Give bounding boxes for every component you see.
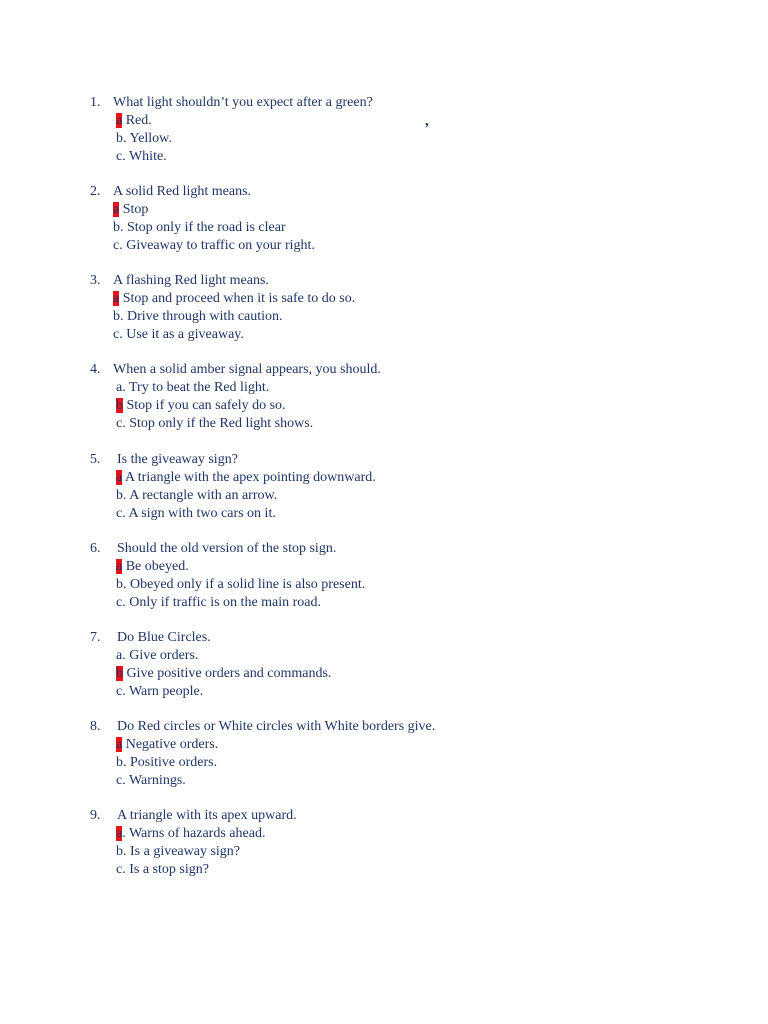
answer-option-a: [116, 112, 152, 130]
answer-letter: c: [113, 238, 120, 253]
answer-letter: b: [116, 755, 123, 770]
question-number: 7.: [90, 630, 101, 645]
answer-option-b: [116, 576, 365, 594]
answer-text: Stop and proceed when it is safe to do so.: [119, 291, 356, 306]
answer-letter: c: [116, 684, 123, 699]
answer-option-a: [113, 201, 148, 219]
answer-text: Obeyed only if a solid line is also present.: [126, 577, 366, 592]
answer-option-b: [116, 843, 240, 861]
question-text: Is the giveaway sign?: [117, 452, 238, 467]
answer-text: Stop if you can safely do so.: [123, 398, 286, 413]
answer-letter: c: [116, 506, 123, 521]
answer-text: Is a giveaway sign?: [126, 844, 241, 859]
answer-option-b: [116, 397, 286, 415]
answer-letter: b: [116, 131, 123, 146]
question-number: 5.: [90, 452, 101, 467]
answer-text: Stop only if the Red light shows.: [125, 416, 314, 431]
question-text: Should the old version of the stop sign.: [117, 541, 337, 556]
answer-letter-separator: .: [123, 755, 127, 770]
answer-option-a: [116, 736, 218, 754]
answer-option-c: [116, 683, 203, 701]
answer-text: Red.: [122, 113, 152, 128]
answer-letter-separator: .: [122, 380, 126, 395]
question-text: A triangle with its apex upward.: [117, 808, 297, 823]
answer-letter-highlighted: a: [116, 826, 123, 841]
answer-text: Be obeyed.: [122, 559, 189, 574]
answer-letter-separator: .: [122, 862, 126, 877]
stray-comma-mark: ,: [425, 113, 429, 129]
answer-option-a: [116, 379, 269, 397]
answer-letter-separator: .: [123, 577, 127, 592]
answer-text: Drive through with caution.: [123, 309, 283, 324]
question-number: 2.: [90, 184, 101, 199]
answer-option-a: [116, 558, 189, 576]
answer-option-b: [116, 754, 217, 772]
answer-letter-separator: .: [120, 220, 124, 235]
answer-letter: c: [116, 416, 123, 431]
answer-option-c: [116, 415, 313, 433]
question-text: Do Red circles or White circles with White borders give.: [117, 719, 436, 734]
question-number: 8.: [90, 719, 101, 734]
answer-letter-separator: .: [122, 648, 126, 663]
answer-text: Stop only if the road is clear: [123, 220, 286, 235]
answer-option-b: [113, 219, 286, 237]
answer-option-c: [116, 505, 276, 523]
answer-letter: c: [113, 327, 120, 342]
question-text: What light shouldn’t you expect after a green?: [113, 95, 373, 110]
answer-letter-highlighted: a: [116, 737, 123, 752]
answer-letter: a: [116, 648, 123, 663]
question-number: 6.: [90, 541, 101, 556]
answer-letter: c: [116, 773, 123, 788]
question-number: 3.: [90, 273, 101, 288]
answer-option-a: [116, 469, 376, 487]
answer-letter-separator: .: [122, 773, 126, 788]
answer-letter: b: [116, 844, 123, 859]
answer-option-c: [116, 148, 167, 166]
answer-text: Yellow.: [126, 131, 172, 146]
answer-option-c: [116, 772, 186, 790]
answer-text: Is a stop sign?: [125, 862, 209, 877]
answer-letter: b: [113, 220, 120, 235]
answer-option-a: [113, 290, 355, 308]
answer-text: White.: [125, 149, 167, 164]
answer-letter-separator: .: [122, 826, 126, 841]
answer-text: Give positive orders and commands.: [123, 666, 332, 681]
answer-letter-separator: .: [122, 506, 126, 521]
answer-text: Use it as a giveaway.: [122, 327, 244, 342]
answer-text: A sign with two cars on it.: [125, 506, 276, 521]
answer-letter-highlighted: b: [116, 666, 123, 681]
answer-letter-separator: .: [122, 416, 126, 431]
answer-letter-highlighted: a: [113, 202, 120, 217]
answer-letter: c: [116, 149, 123, 164]
answer-text: Positive orders.: [126, 755, 218, 770]
answer-text: Try to beat the Red light.: [125, 380, 270, 395]
question-number: 9.: [90, 808, 101, 823]
answer-letter-highlighted: a: [116, 113, 123, 128]
answer-text: A triangle with the apex pointing downward.: [122, 470, 376, 485]
answer-option-a: [116, 647, 198, 665]
answer-letter-highlighted: a: [116, 470, 123, 485]
answer-letter-highlighted: b: [116, 398, 123, 413]
answer-letter-separator: .: [123, 131, 127, 146]
answer-text: A rectangle with an arrow.: [126, 488, 278, 503]
answer-option-c: [116, 861, 209, 879]
answer-text: Negative orders.: [122, 737, 219, 752]
question-text: A flashing Red light means.: [113, 273, 269, 288]
answer-option-b: [116, 665, 331, 683]
answer-letter-separator: .: [122, 684, 126, 699]
answer-letter-highlighted: a: [116, 559, 123, 574]
answer-letter: b: [113, 309, 120, 324]
answer-letter-separator: .: [119, 327, 123, 342]
answer-text: Warnings.: [125, 773, 186, 788]
question-text: When a solid amber signal appears, you should.: [113, 362, 381, 377]
answer-text: Only if traffic is on the main road.: [125, 595, 322, 610]
answer-letter: c: [116, 862, 123, 877]
answer-text: Warns of hazards ahead.: [125, 826, 266, 841]
answer-letter: a: [116, 380, 123, 395]
question-text: A solid Red light means.: [113, 184, 252, 199]
answer-option-c: [113, 326, 244, 344]
answer-option-a: [116, 825, 265, 843]
answer-option-b: [113, 308, 283, 326]
question-number: 1.: [90, 95, 101, 110]
answer-letter: b: [116, 488, 123, 503]
answer-option-c: [113, 237, 315, 255]
answer-letter-separator: .: [120, 309, 124, 324]
answer-text: Warn people.: [125, 684, 204, 699]
answer-option-b: [116, 487, 277, 505]
answer-letter-separator: .: [122, 595, 126, 610]
answer-letter-separator: .: [119, 238, 123, 253]
answer-letter-separator: .: [122, 149, 126, 164]
question-number: 4.: [90, 362, 101, 377]
answer-letter: c: [116, 595, 123, 610]
answer-letter-highlighted: a: [113, 291, 120, 306]
question-text: Do Blue Circles.: [117, 630, 211, 645]
answer-letter: b: [116, 577, 123, 592]
answer-option-c: [116, 594, 321, 612]
answer-option-b: [116, 130, 172, 148]
answer-text: Giveaway to traffic on your right.: [122, 238, 315, 253]
answer-letter-separator: .: [123, 488, 127, 503]
answer-text: Stop: [119, 202, 149, 217]
answer-letter-separator: .: [123, 844, 127, 859]
answer-text: Give orders.: [125, 648, 199, 663]
